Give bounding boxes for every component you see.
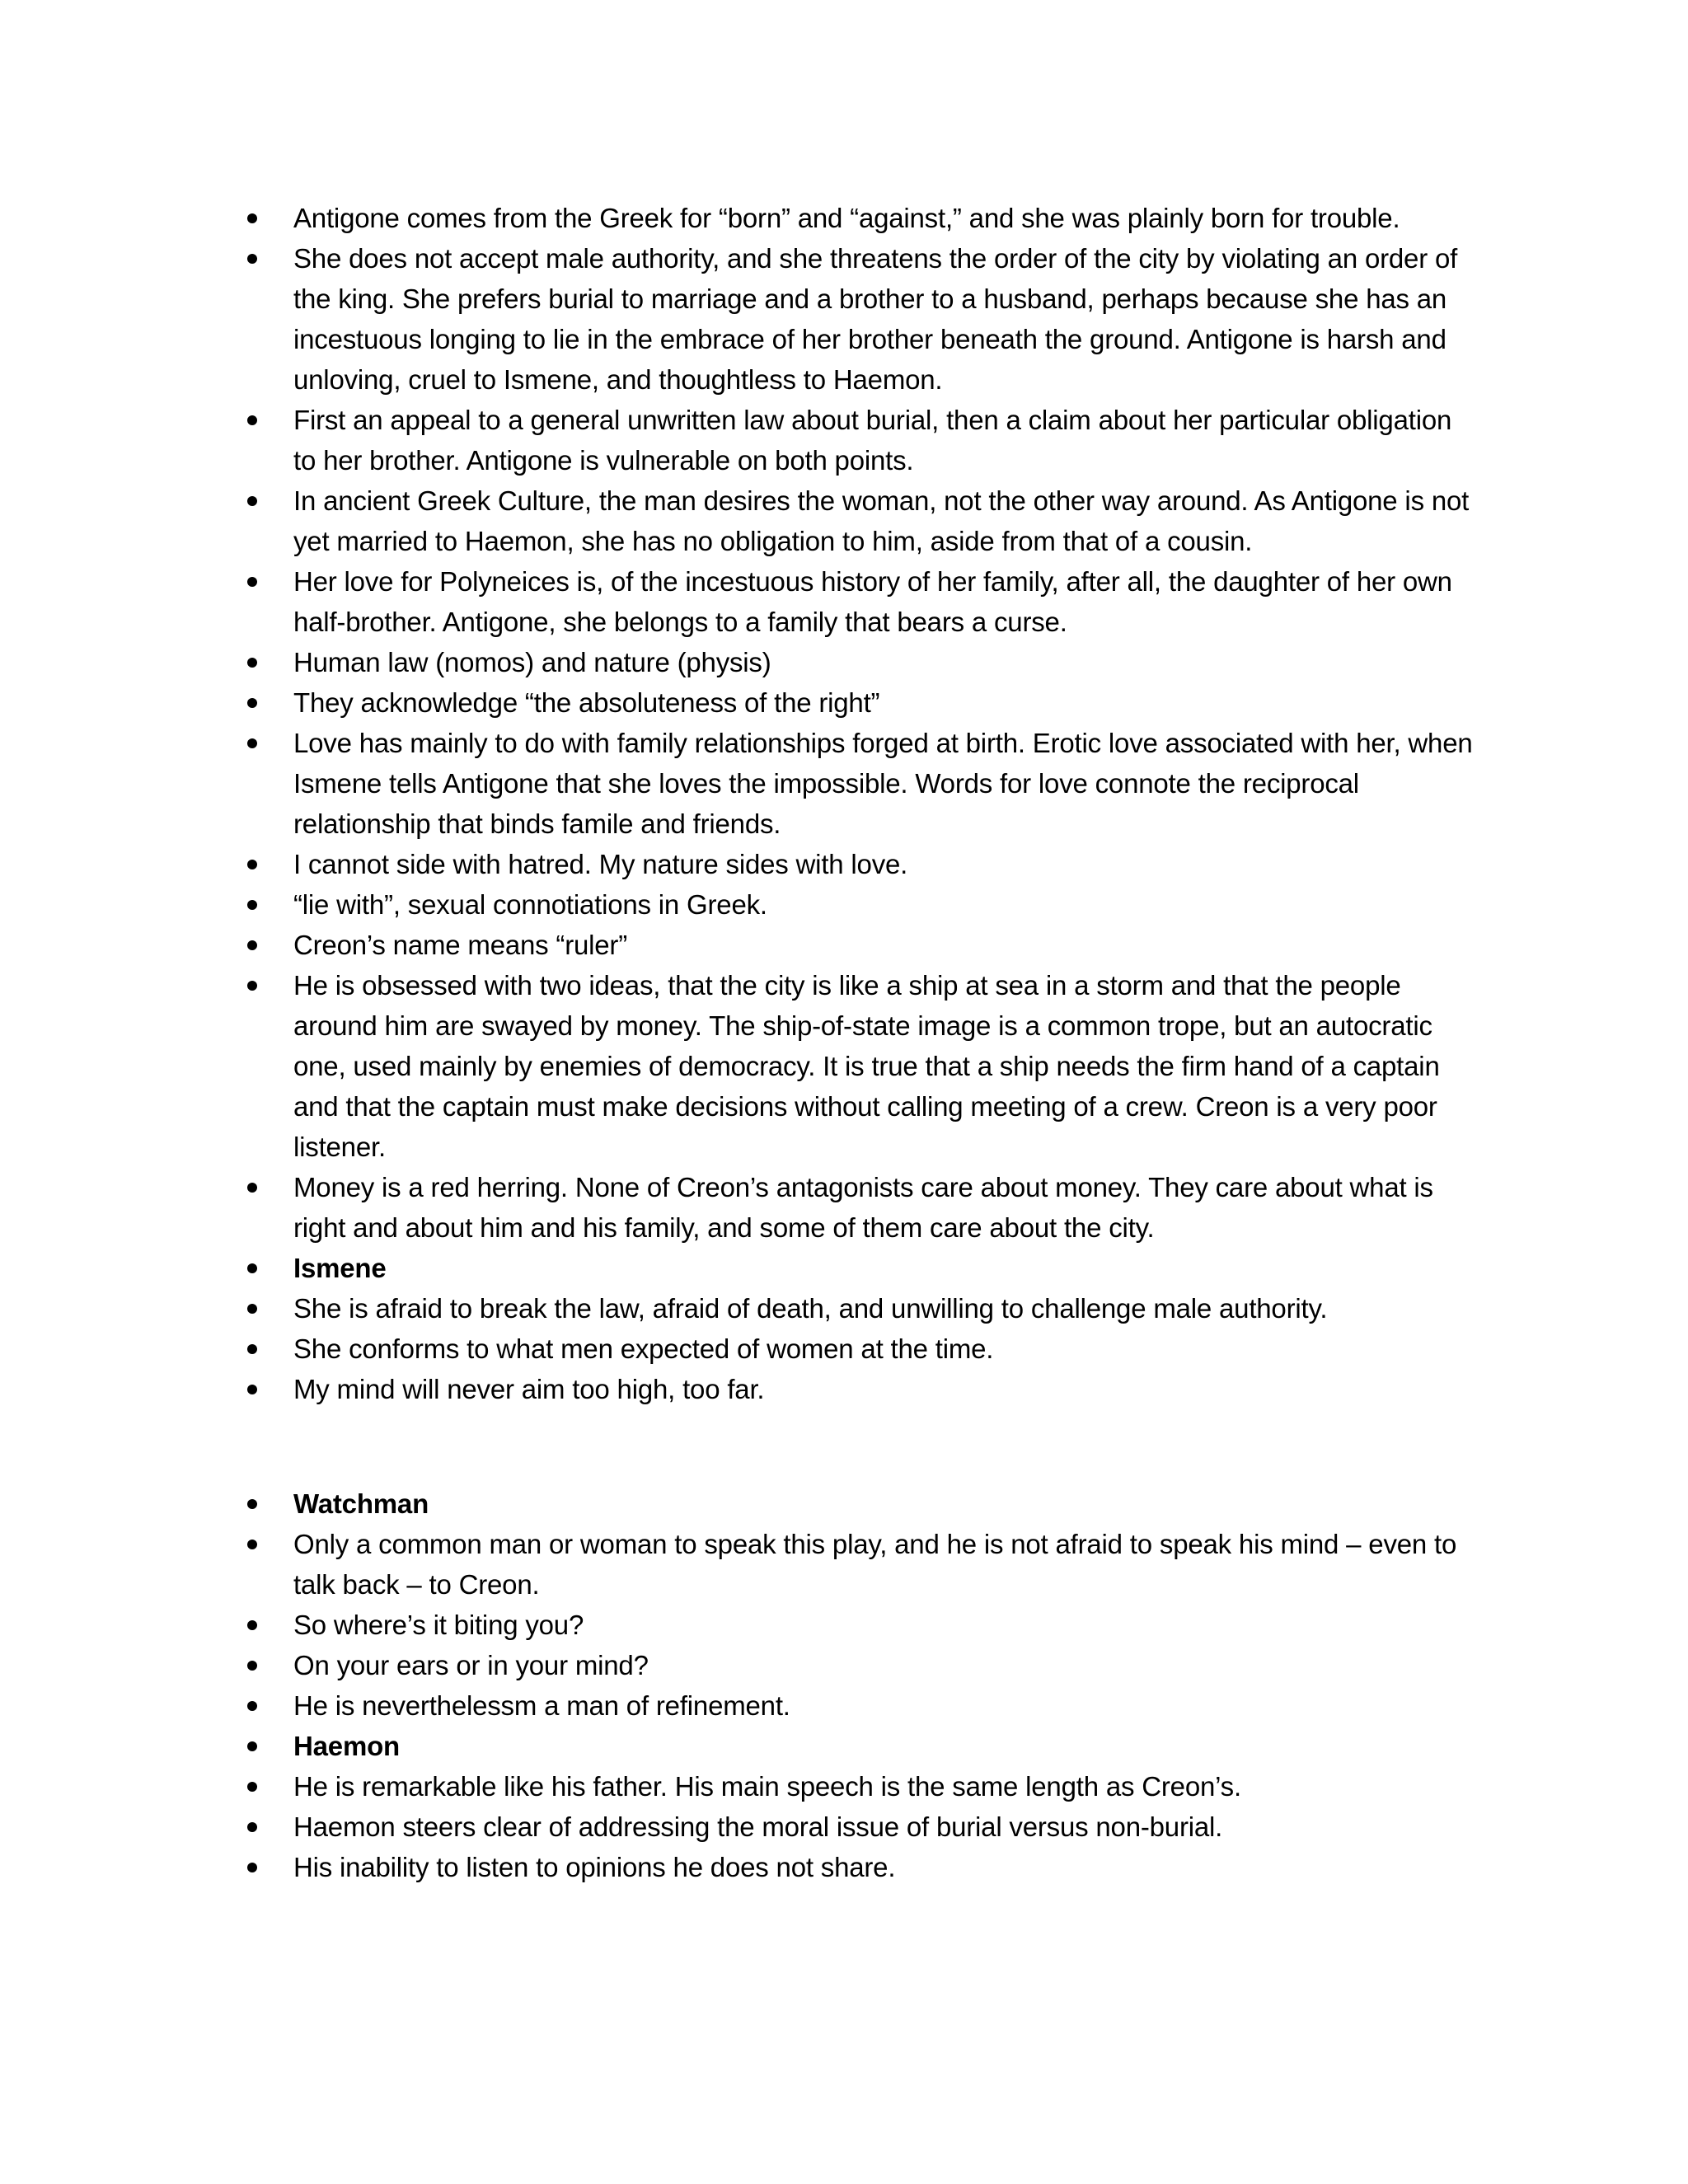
bullet-text: Human law (nomos) and nature (physis) <box>293 647 771 677</box>
bullet-icon <box>247 1822 257 1832</box>
list-item <box>247 1685 1475 1726</box>
list-item <box>247 1167 1475 1248</box>
bullet-icon <box>247 213 257 223</box>
list-item <box>247 1847 1475 1887</box>
list-item <box>247 561 1475 642</box>
list-item <box>247 1369 1475 1409</box>
list-item <box>247 1288 1475 1329</box>
bullet-text: In ancient Greek Culture, the man desires the woman, not the other way around. As Antigone is not yet married to Haemon, she has no obligation to him, aside from that of a cousin. <box>293 485 1470 556</box>
bullet-icon <box>247 1741 257 1751</box>
list-item <box>247 682 1475 723</box>
list-item <box>247 1524 1475 1605</box>
bullet-text: His inability to listen to opinions he does not share. <box>293 1852 896 1882</box>
bullet-icon <box>247 1499 257 1509</box>
bullet-icon <box>247 900 257 910</box>
bullet-text: She does not accept male authority, and she threatens the order of the city by violating an order of the king. She prefers burial to marriage and a brother to a husband, perhaps because she has an incestuous longing to lie in the embrace of her brother beneath the ground. Antigone is harsh and unloving, cruel to Ismene, and thoughtless to Haemon. <box>293 243 1458 395</box>
bullet-icon <box>247 1344 257 1354</box>
bullet-icon <box>247 1385 257 1394</box>
bullet-text: He is obsessed with two ideas, that the city is like a ship at sea in a storm and that the people around him are swayed by money. The ship-of-state image is a common trope, but an autocratic one, used mainly by enemies of democracy. It is true that a ship needs the firm hand of a captain and that the captain must make decisions without calling meeting of a crew. Creon is a very poor listener. <box>293 970 1440 1162</box>
list-item <box>247 642 1475 682</box>
list-item <box>247 965 1475 1167</box>
section-heading: Ismene <box>293 1253 387 1283</box>
list-item <box>247 1329 1475 1369</box>
bullet-icon <box>247 1782 257 1792</box>
bullet-text: I cannot side with hatred. My nature sides with love. <box>293 849 908 879</box>
bullet-icon <box>247 1304 257 1314</box>
bullet-text: She conforms to what men expected of women at the time. <box>293 1333 994 1364</box>
list-item <box>247 198 1475 238</box>
list-item <box>247 480 1475 561</box>
bullet-text: Haemon steers clear of addressing the moral issue of burial versus non-burial. <box>293 1811 1223 1842</box>
bullet-text: They acknowledge “the absoluteness of the right” <box>293 687 880 718</box>
list-item <box>247 400 1475 480</box>
bullet-icon <box>247 981 257 991</box>
bullet-icon <box>247 1540 257 1549</box>
section-heading: Haemon <box>293 1731 400 1761</box>
bullet-text: He is neverthelessm a man of refinement. <box>293 1690 790 1721</box>
bullet-icon <box>247 1863 257 1872</box>
list-item <box>247 925 1475 965</box>
bullet-icon <box>247 860 257 869</box>
bullet-icon <box>247 698 257 708</box>
list-item <box>247 238 1475 400</box>
bullet-text: So where’s it biting you? <box>293 1610 584 1640</box>
bullet-text: Love has mainly to do with family relationships forged at birth. Erotic love associated with her, when Ismene tells Antigone that she loves the impossible. Words for love connote the reciprocal relationship that binds famile and friends. <box>293 728 1473 839</box>
bullet-text: My mind will never aim too high, too far. <box>293 1374 765 1404</box>
bullet-text: She is afraid to break the law, afraid of death, and unwilling to challenge male authority. <box>293 1293 1328 1324</box>
bullet-icon <box>247 415 257 425</box>
bullet-text: First an appeal to a general unwritten law about burial, then a claim about her particular obligation to her brother. Antigone is vulnerable on both points. <box>293 405 1452 476</box>
bullet-icon <box>247 1263 257 1273</box>
bullet-icon <box>247 1701 257 1711</box>
bullet-text: Only a common man or woman to speak this play, and he is not afraid to speak his mind – even to talk back – to Creon. <box>293 1529 1457 1600</box>
bullet-icon <box>247 1620 257 1630</box>
list-item <box>247 1248 1475 1288</box>
bullet-text: Creon’s name means “ruler” <box>293 930 628 960</box>
list-item <box>247 723 1475 844</box>
bullet-text: On your ears or in your mind? <box>293 1650 649 1680</box>
bullet-text: He is remarkable like his father. His main speech is the same length as Creon’s. <box>293 1771 1241 1802</box>
list-item <box>247 1766 1475 1807</box>
bullet-icon <box>247 577 257 587</box>
bullet-list-antigone-creon-ismene <box>247 198 1475 1409</box>
bullet-text: Her love for Polyneices is, of the incestuous history of her family, after all, the daughter of her own half-brother. Antigone, she belongs to a family that bears a curse. <box>293 566 1452 637</box>
bullet-icon <box>247 254 257 264</box>
bullet-icon <box>247 496 257 506</box>
bullet-icon <box>247 1183 257 1193</box>
list-item <box>247 1605 1475 1645</box>
list-item <box>247 1807 1475 1847</box>
bullet-text: Money is a red herring. None of Creon’s antagonists care about money. They care about what is right and about him and his family, and some of them care about the city. <box>293 1172 1433 1243</box>
section-heading: Watchman <box>293 1488 429 1519</box>
bullet-icon <box>247 1661 257 1671</box>
bullet-icon <box>247 658 257 668</box>
list-item <box>247 1645 1475 1685</box>
list-item <box>247 844 1475 884</box>
list-item <box>247 1483 1475 1524</box>
list-item <box>247 884 1475 925</box>
bullet-list-watchman-haemon <box>247 1483 1475 1887</box>
bullet-icon <box>247 940 257 950</box>
list-item <box>247 1726 1475 1766</box>
bullet-text: “lie with”, sexual connotiations in Greek. <box>293 889 767 920</box>
bullet-icon <box>247 738 257 748</box>
bullet-text: Antigone comes from the Greek for “born” and “against,” and she was plainly born for trouble. <box>293 203 1400 233</box>
